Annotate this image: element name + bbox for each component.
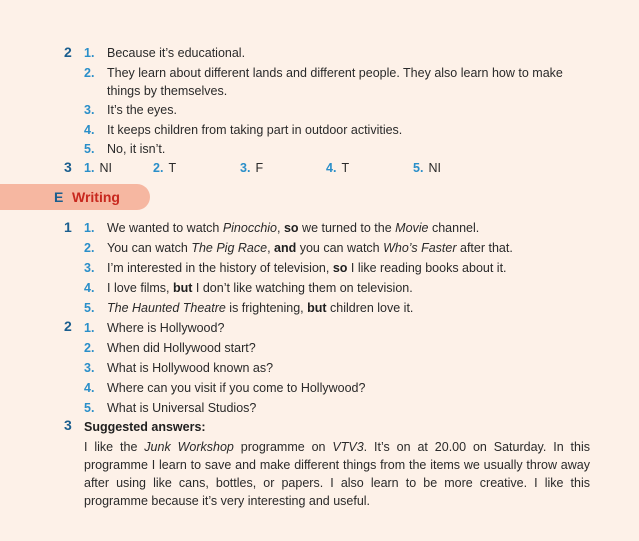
answer-text: What is Hollywood known as? — [107, 361, 274, 375]
answer-text: The Haunted Theatre is frightening, but children love it. — [107, 301, 414, 315]
answer-text: It’s the eyes. — [107, 103, 177, 117]
item-number: 3. — [84, 361, 95, 375]
answer-text: We wanted to watch Pinocchio, so we turned to the Movie channel. — [107, 221, 480, 235]
tf-value: T — [341, 161, 350, 175]
tf-value: NI — [428, 161, 441, 175]
answer-text: Where is Hollywood? — [107, 321, 225, 335]
section-3-number: 3 — [64, 159, 72, 175]
answer-text: You can watch The Pig Race, and you can watch Who’s Faster after that. — [107, 241, 513, 255]
answer-text: I’m interested in the history of television, so I like reading books about it. — [107, 261, 507, 275]
answer-text: When did Hollywood start? — [107, 341, 256, 355]
tf-answer — [240, 161, 263, 175]
item-number: 5. — [84, 301, 95, 315]
answer-text: No, it isn’t. — [107, 142, 166, 156]
section-title: Writing — [72, 189, 120, 205]
suggested-answer-paragraph: I like the Junk Workshop programme on VTV3. It’s on at 20.00 on Saturday. In this programme I learn to save and make different things from the items we usually throw away after using like cans, bottles, or papers. I also learn to be more creative. I like this programme because it’s very interesting and useful. — [84, 440, 591, 508]
item-number: 4. — [84, 123, 95, 137]
answer-text: It keeps children from taking part in outdoor activities. — [107, 123, 403, 137]
item-number: 2. — [84, 66, 95, 80]
item-number: 2. — [84, 341, 95, 355]
suggested-answers-heading: Suggested answers: — [84, 420, 206, 434]
item-number: 2. — [84, 241, 95, 255]
section-letter: E — [54, 189, 64, 205]
tf-answer — [153, 161, 176, 175]
exercise-2-number: 2 — [64, 318, 72, 334]
tf-value: T — [168, 161, 177, 175]
exercise-3-number: 3 — [64, 417, 72, 433]
item-number: 5. — [84, 401, 95, 415]
exercise-1-number: 1 — [64, 219, 72, 235]
answer-text: They learn about different lands and different people. They also learn how to make things by themselves. — [107, 66, 563, 98]
item-number: 1. — [84, 321, 95, 335]
item-number: 4. — [326, 161, 337, 175]
item-number: 1. — [84, 161, 95, 175]
answer-text: What is Universal Studios? — [107, 401, 257, 415]
item-number: 1. — [84, 221, 95, 235]
item-number: 3. — [84, 103, 95, 117]
tf-answer — [326, 161, 349, 175]
section-2-number: 2 — [64, 44, 72, 60]
item-number: 4. — [84, 381, 95, 395]
tf-value: F — [255, 161, 264, 175]
tf-answer — [413, 161, 441, 175]
item-number: 2. — [153, 161, 164, 175]
item-number: 3. — [240, 161, 251, 175]
item-number: 1. — [84, 46, 95, 60]
answer-text: Where can you visit if you come to Hollywood? — [107, 381, 366, 395]
answer-text: Because it’s educational. — [107, 46, 246, 60]
item-number: 5. — [413, 161, 424, 175]
item-number: 4. — [84, 281, 95, 295]
item-number: 3. — [84, 261, 95, 275]
tf-value: NI — [99, 161, 112, 175]
item-number: 5. — [84, 142, 95, 156]
answer-text: I love films, but I don’t like watching them on television. — [107, 281, 413, 295]
tf-answer — [84, 161, 112, 175]
